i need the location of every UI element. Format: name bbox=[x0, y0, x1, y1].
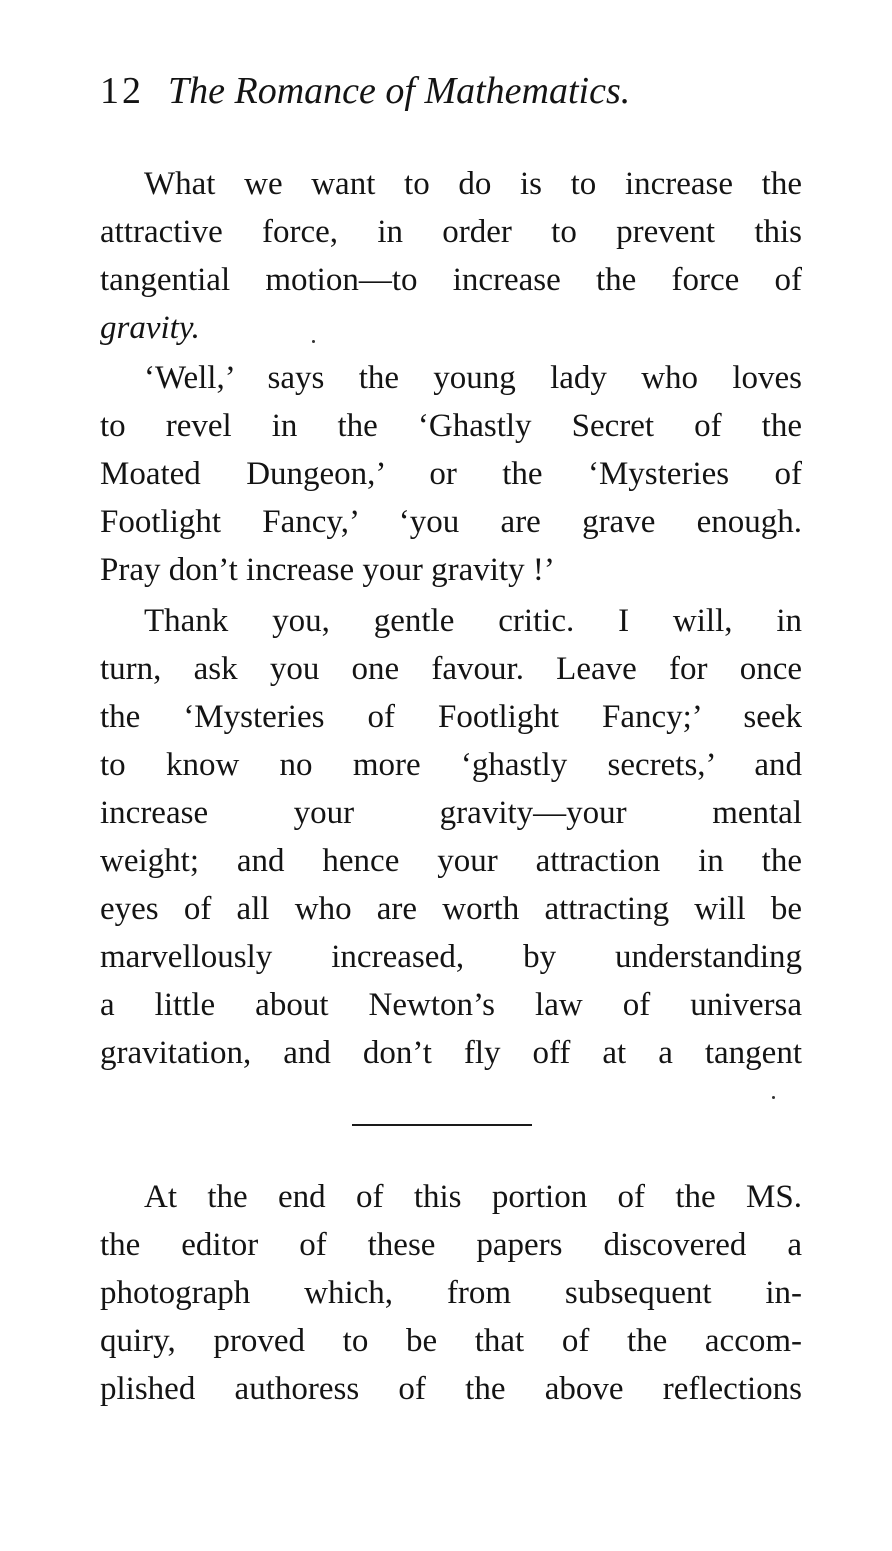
text-line: gravity. bbox=[100, 310, 200, 346]
text-line: quiry, proved to be that of the accom- bbox=[100, 1323, 802, 1359]
running-title: The Romance of Mathematics. bbox=[168, 70, 631, 112]
section-divider bbox=[352, 1124, 532, 1126]
text-line: Thank you, gentle critic. I will, in bbox=[144, 603, 802, 639]
text-line: photograph which, from subsequent in- bbox=[100, 1275, 802, 1311]
text-line: weight; and hence your attraction in the bbox=[100, 843, 802, 879]
paragraph-4 bbox=[100, 1173, 802, 1413]
paragraph-3 bbox=[100, 597, 802, 1077]
text-line: attractive force, in order to prevent this bbox=[100, 214, 802, 250]
text-line: Moated Dungeon,’ or the ‘Mysteries of bbox=[100, 456, 802, 492]
text-line: Footlight Fancy,’ ‘you are grave enough. bbox=[100, 504, 802, 540]
print-speck bbox=[772, 1096, 775, 1099]
text-line: At the end of this portion of the MS. bbox=[144, 1179, 802, 1215]
print-speck bbox=[312, 340, 315, 343]
text-line: the editor of these papers discovered a bbox=[100, 1227, 802, 1263]
paragraph-2 bbox=[100, 354, 802, 594]
text-line: the ‘Mysteries of Footlight Fancy;’ seek bbox=[100, 699, 802, 735]
text-line: Pray don’t increase your gravity !’ bbox=[100, 552, 555, 588]
text-line: plished authoress of the above reflections bbox=[100, 1371, 802, 1407]
text-line: What we want to do is to increase the bbox=[144, 166, 802, 202]
text-line: increase your gravity—your mental bbox=[100, 795, 802, 831]
text-line: a little about Newton’s law of universa bbox=[100, 987, 802, 1023]
running-header bbox=[100, 66, 800, 116]
text-line: to revel in the ‘Ghastly Secret of the bbox=[100, 408, 802, 444]
text-line: marvellously increased, by understanding bbox=[100, 939, 802, 975]
text-line: to know no more ‘ghastly secrets,’ and bbox=[100, 747, 802, 783]
paragraph-1 bbox=[100, 160, 802, 352]
text-line: gravitation, and don’t fly off at a tangent bbox=[100, 1035, 802, 1071]
page-number: 12 bbox=[100, 70, 144, 112]
text-line: ‘Well,’ says the young lady who loves bbox=[144, 360, 802, 396]
text-line: turn, ask you one favour. Leave for once bbox=[100, 651, 802, 687]
text-line: tangential motion—to increase the force of bbox=[100, 262, 802, 298]
text-line: eyes of all who are worth attracting will be bbox=[100, 891, 802, 927]
